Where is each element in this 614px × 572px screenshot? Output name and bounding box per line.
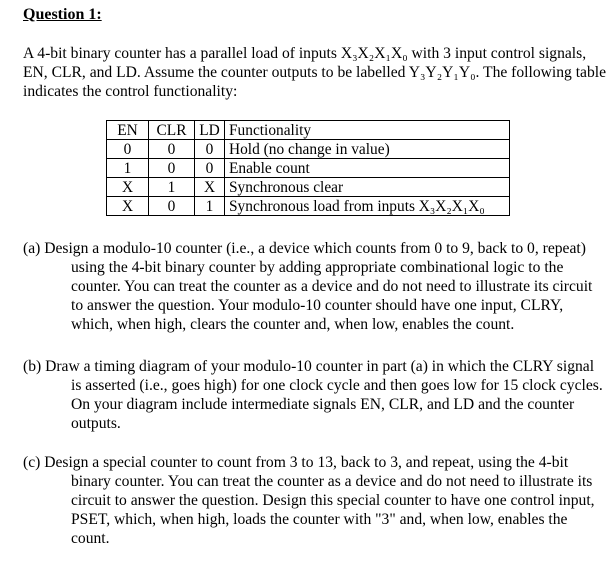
cell-ld: 0 xyxy=(195,159,225,178)
intro-paragraph: A 4-bit binary counter has a parallel load of inputs X₃X₂X₁X₀ with 3 input control signals, EN, CLR, and LD. Assume the counter outputs to be labelled Y₃Y₂Y₁Y₀. The following table indicates the control functionality: xyxy=(23,45,607,100)
cell-functionality: Enable count xyxy=(225,159,510,178)
table-row xyxy=(107,197,510,216)
part-a-text: (a) Design a modulo-10 counter (i.e., a device which counts from 0 to 9, back to 0, repeat) using the 4-bit binary counter by adding appropriate combinational logic to the counter. You can treat the counter as a device and do not need to illustrate its circuit to answer the question. Your modulo-10 counter should have one input, CLRY, which, when high, clears the counter and, when low, enables the count. xyxy=(23,240,593,333)
cell-en: X xyxy=(107,178,149,197)
cell-clr: 1 xyxy=(149,178,195,197)
question-title: Question 1: xyxy=(23,6,102,23)
table-row xyxy=(107,140,510,159)
part-b-text: (b) Draw a timing diagram of your modulo-10 counter in part (a) in which the CLRY signal is asserted (i.e., goes high) for one clock cycle and then goes low for 15 clock cycles. On your diagram include intermediate signals EN, CLR, and LD and the counter outputs. xyxy=(23,358,603,432)
table-header-row xyxy=(107,121,510,140)
table-row xyxy=(107,159,510,178)
cell-functionality: Hold (no change in value) xyxy=(225,140,510,159)
header-en: EN xyxy=(107,121,149,140)
cell-functionality: Synchronous load from inputs X₃X₂X₁X₀ xyxy=(225,197,510,216)
cell-ld: X xyxy=(195,178,225,197)
cell-en: X xyxy=(107,197,149,216)
part-c-text: (c) Design a special counter to count from 3 to 13, back to 3, and repeat, using the 4-bit binary counter. You can treat the counter as a device and do not need to illustrate its circuit to answer the question. Design this special counter to have one control input, PSET, which, when high, loads the counter with "3" and, when low, enables the count. xyxy=(23,454,595,547)
cell-clr: 0 xyxy=(149,140,195,159)
control-table xyxy=(106,120,510,216)
cell-en: 1 xyxy=(107,159,149,178)
header-ld: LD xyxy=(195,121,225,140)
cell-en: 0 xyxy=(107,140,149,159)
cell-functionality: Synchronous clear xyxy=(225,178,510,197)
cell-ld: 1 xyxy=(195,197,225,216)
header-functionality: Functionality xyxy=(225,121,510,140)
cell-ld: 0 xyxy=(195,140,225,159)
cell-clr: 0 xyxy=(149,197,195,216)
header-clr: CLR xyxy=(149,121,195,140)
cell-clr: 0 xyxy=(149,159,195,178)
table-row xyxy=(107,178,510,197)
